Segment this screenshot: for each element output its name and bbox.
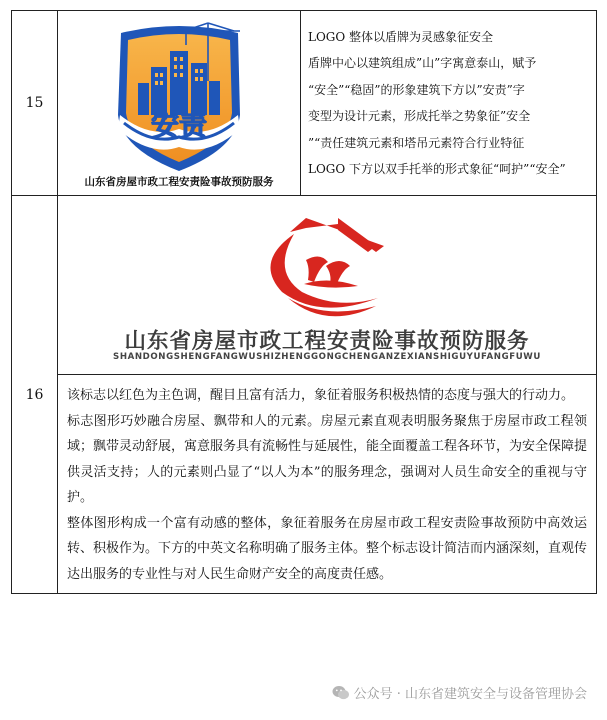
logo-org-name: 山东省房屋市政工程安责险事故预防服务 [84,176,274,188]
description-paragraph: 该标志以红色为主色调，醒目且富有活力，象征着服务积极热情的态度与强大的行动力。 [67,388,575,403]
row-number: 16 [12,196,58,594]
description-line: LOGO 下方以双手托举的形式象征“呵护”“安全” [308,162,566,176]
description-line: ”“责任建筑元素和塔吊元素符合行业特征 [308,135,525,150]
logo-pinyin: SHANDONGSHENGFANGWUSHIZHENGGONGCHENGANZEXIANSHIGUYUFANGFUWU [113,352,541,362]
description-cell-16 [58,375,597,594]
logo-15 [58,11,300,195]
logo-cell-16 [58,196,597,375]
logo-title: 山东省房屋市政工程安责险事故预防服务 [124,329,530,354]
wechat-icon [332,685,350,705]
table-row-16-description [12,375,597,594]
row-number: 15 [12,11,58,196]
footer-text: 公众号 · 山东省建筑安全与设备管理协会 [353,687,587,702]
description-line: 变型为设计元素，形成托举之势象征”安全 [308,109,531,123]
emblem-text: 安责 [150,109,208,142]
description-line: “安全”“稳固”的形象建筑下方以”安责”字 [308,82,525,97]
table-row-15 [12,11,597,196]
logo-table [11,10,597,594]
description-paragraph: 整体图形构成一个富有动感的整体，象征着服务在房屋市政工程安责险事故预防中高效运转、积极作为。下方的中英文名称明确了服务主体。整个标志设计简洁而内涵深刻，直观传达出服务的专业性与对人民生命财产安全的高度责任感。 [67,515,588,582]
ground-stroke [304,280,358,287]
description-line: 盾牌中心以建筑组成”山”字寓意泰山，赋予 [308,56,537,70]
house-roof-right [338,218,376,252]
footer-attribution [0,683,607,705]
table-row-16 [12,196,597,375]
description-cell-15 [301,11,597,196]
shield-logo-graphic [58,11,301,195]
logo-16 [58,196,596,374]
description-paragraph: 标志图形巧妙融合房屋、飘带和人的元素。房屋元素直观表明服务聚焦于房屋市政工程领域；飘带灵动舒展，寓意服务具有流畅性与延展性，能全面覆盖工程各环节，为安全保障提供灵活支持；人的元素则凸显了“以人为本”的服务理念，强调对人员生命安全的重视与守护。 [67,413,588,505]
person-figure-icon [306,256,328,282]
logo-cell-15 [58,11,301,196]
description-line: LOGO 整体以盾牌为灵感象征安全 [308,29,494,44]
